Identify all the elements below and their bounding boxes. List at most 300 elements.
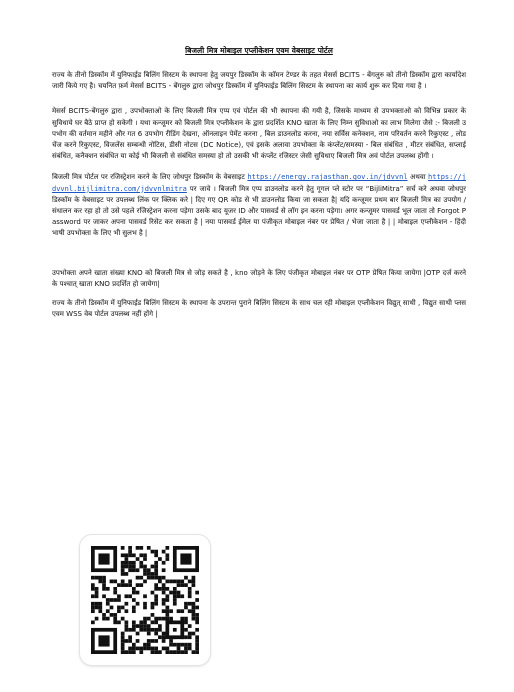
qr-module [143,647,147,651]
qr-module [158,576,162,580]
qr-module [147,568,151,572]
qr-module [154,583,158,587]
qr-module [154,639,158,643]
qr-module [139,620,143,624]
qr-module [139,576,143,580]
qr-module [165,553,169,557]
registration-or-text: अथवा [410,173,426,182]
qr-module [184,617,188,621]
qr-module [162,550,166,554]
qr-module [192,609,196,613]
qr-module [158,650,162,654]
qr-module [147,576,151,580]
qr-module [188,632,192,636]
qr-module [143,606,147,610]
qr-module [165,598,169,602]
qr-module [139,647,143,651]
paragraph-old-apps-discontinued: राज्य के तीनो डिस्कॉम में युनिफाईड बिलिंग सिस्टम के स्थापना के उपरान्त पुराने बिलिंग सिस्टम के साथ चल रही मोबाइल एप्लीकेशन विद्युत् साथी , विद्युत साथी प्लस एवम WSS वेब पोर्टल उपलब्ध नहीं होंगे | [52,299,466,319]
qr-module [184,650,188,654]
qr-module [136,583,140,587]
qr-module [136,546,140,550]
qr-module [128,628,132,632]
qr-module [147,572,151,576]
qr-module [151,620,155,624]
qr-module [136,647,140,651]
qr-module [125,557,129,561]
qr-module [128,561,132,565]
qr-module [110,613,114,617]
qr-module [195,613,199,617]
qr-module [177,583,181,587]
qr-module [162,587,166,591]
qr-module [195,628,199,632]
qr-module [173,591,177,595]
qr-module [106,598,110,602]
qr-module [95,602,99,606]
qr-module [162,617,166,621]
qr-module [98,580,102,584]
qr-module [192,576,196,580]
qr-module [121,546,125,550]
qr-module [102,587,106,591]
qr-module [139,624,143,628]
qr-module [125,628,129,632]
qr-module [132,609,136,613]
qr-module [95,591,99,595]
qr-module [165,650,169,654]
qr-module [128,650,132,654]
qr-module [188,580,192,584]
qr-module [125,572,129,576]
qr-module [121,565,125,569]
qr-module [158,557,162,561]
qr-module [154,587,158,591]
qr-module [162,598,166,602]
qr-module [195,591,199,595]
qr-module [102,617,106,621]
qr-module [113,613,117,617]
qr-module [165,609,169,613]
qr-module [132,565,136,569]
qr-module [136,632,140,636]
qr-module [158,628,162,632]
qr-module [143,580,147,584]
qr-module [91,587,95,591]
qr-module [165,606,169,610]
qr-module [91,583,95,587]
qr-module [95,617,99,621]
qr-module [169,609,173,613]
qr-module [154,602,158,606]
qr-module [132,553,136,557]
qr-module [125,561,129,565]
qr-module [162,632,166,636]
qr-module [165,557,169,561]
qr-module [139,628,143,632]
qr-module [177,643,181,647]
qr-module [188,643,192,647]
qr-module [102,576,106,580]
qr-module [188,609,192,613]
paragraph-kno-linking: उपभोक्ता अपने खाता संख्या KNO को बिजली मित्र से जोड़ सकते है , kno जोड़ने के लिए पंजीकृत मोबाइल नंबर पर OTP प्रेषित किया जायेगा |OTP दर्ज करने के पश्चात् खाता KNO प्रदर्शित हो जायेगा| [52,268,466,288]
qr-module [121,643,125,647]
qr-module [117,620,121,624]
qr-module [192,583,196,587]
qr-module [147,647,151,651]
qr-module [117,594,121,598]
qr-module [158,624,162,628]
qr-module [192,650,196,654]
qr-module [180,617,184,621]
qr-module [136,576,140,580]
qr-module [113,587,117,591]
qr-module [188,624,192,628]
qr-module [110,580,114,584]
qr-module [162,602,166,606]
qr-module [147,643,151,647]
qr-module [151,591,155,595]
qr-module [162,561,166,565]
qr-module [95,587,99,591]
qr-module [151,572,155,576]
qr-module [139,565,143,569]
paragraph-bcits-order: राज्य के तीनो डिस्कॉम में युनिफाईड बिलिंग सिस्टम के स्थापना हेतु जयपुर डिस्कॉम के कॉमन टेण्डर के तहत मेसर्स BCITS - बेंगलुरु को तीनो डिस्कॉम द्वारा कार्यादेश जारी किये गए है। चयनित फ़र्म मेसर्स BCITS - बेंगलुरु द्वारा जोधपुर डिस्कॉम में युनिफाईड बिलिंग सिस्टम के स्थापना का कार्य शुरू कर दिया गया है । [52,71,466,91]
qr-module [113,617,117,621]
qr-module [151,613,155,617]
qr-code-card[interactable] [80,535,210,665]
qr-module [169,617,173,621]
qr-module [128,647,132,651]
qr-module [192,580,196,584]
qr-module [132,647,136,651]
qr-module [121,553,125,557]
qr-module [128,568,132,572]
qr-module [95,606,99,610]
qr-module [136,568,140,572]
qr-module [113,580,117,584]
qr-module [121,639,125,643]
qr-module [121,583,125,587]
qr-module [121,568,125,572]
registration-instructions-text: पर जावे । बिजली मित्र एप्प डाउनलोड करने हेतु गूगल प्ले स्टोर पर “BijliMitra” सर्च करे अथवा जोधपुर डिस्कॉम के वेबसाइट पर उपलब्ध लिंक पर क्लिक करे | दिए गए QR कोड से भी डाउनलोड किया जा सकता है| यदि कन्जूमर प्रथम बार बिजली मित्र का उपयोग / संधालन कर रहा हो तो उसे पहले रजिस्ट्रेशन करना पड़ेगा उसके बाद यूजर ID और पासवर्ड से लॉग इन करना पड़ेगा। अगर कन्जूमर पासवर्ड भूल जाता तो Forgot Password पर जाकर अपना पासवर्ड रिसेट कर सकता है | नया पासवर्ड ईमेल या पंजीकृत मोबाइल नंबर पर प्रेषित / भेजा जाता है | | मोबाइल एप्लीकेशन - हिंदी भाषी उपभोक्ता के लिए भी सुलभ है | [52,184,466,238]
qr-module [192,602,196,606]
qr-module [165,594,169,598]
qr-module [154,576,158,580]
qr-module [165,613,169,617]
qr-module [136,557,140,561]
qr-module [158,635,162,639]
jdvvnl-website-link[interactable]: https://energy.rajasthan.gov.in/jdvvnl [247,173,408,182]
qr-module [102,594,106,598]
qr-module [154,568,158,572]
qr-module [173,650,177,654]
qr-module [195,647,199,651]
qr-module [98,606,102,610]
qr-module [128,635,132,639]
document-title: बिजली मित्र मोबाइल एप्लीकेशन एवम वेबसाइट पोर्टल [185,46,333,55]
qr-module [151,565,155,569]
qr-module [121,632,125,636]
qr-module [128,550,132,554]
qr-module [121,561,125,565]
qr-module [162,647,166,651]
qr-module [143,643,147,647]
paragraph-bijli-mitra-features: मेसर्स BCITS-बेंगलुरु द्वारा , उपभोक्ताओ के लिए बिजली मित्र एप्प एवं पोर्टल की भी स्थापना की गयी है, जिसके माध्यम से उपभक्ताओ को विभिन्न प्रकार के सुविधाये घर बैठे प्राप्त हो सकेगी । यथा कन्जूमर को बिजली मित्र एप्लीकेशन के द्वारा प्रदर्शित KNO खाता के लिए निम्न सुविधाओ का लाभ मिलेगा जैसे :- बिजली उपभोग की वर्तमान महीने और गत 6 उपभोग रीडिंग देखना, ऑनलाइन पेमेंट करना , बिल डाउनलोड करना, नया सर्विस कनेक्शन, नाम परिवर्तन करने रिकुएस्ट , लोड चेंज करने रिकुएस्ट, विजलेंस सम्बन्धी नोटिस, डीसी नोटस (DC Notice), एवं इसके अलावा उपभोक्ता के कंप्लेंट/समस्या - बिल संबंधित , मीटर संबंधित, सप्लाई संबंधित, कनैक्शन संबंधित या कोई भी बिजली से संबंधित समस्या हो तो उसकी भी कंप्लेंट रजिस्टर जेसी सुविधाए बिजली मित्र अवं पोर्टल उपलब्ध होंगी । [52,107,466,161]
qr-module [154,628,158,632]
qr-module [128,583,132,587]
qr-module [162,635,166,639]
qr-module [154,594,158,598]
qr-module [195,639,199,643]
qr-module [117,606,121,610]
qr-module [106,587,110,591]
qr-module [147,639,151,643]
qr-module [188,591,192,595]
qr-module [117,598,121,602]
qr-module [188,594,192,598]
qr-module [151,647,155,651]
qr-module [184,620,188,624]
qr-module [136,624,140,628]
qr-module [165,617,169,621]
qr-module [121,572,125,576]
qr-module [154,572,158,576]
qr-module [139,561,143,565]
qr-module [143,602,147,606]
qr-module [154,620,158,624]
qr-module [136,591,140,595]
qr-module [177,650,181,654]
qr-module [128,546,132,550]
qr-module [139,583,143,587]
qr-module [147,617,151,621]
qr-module [180,580,184,584]
qr-finder-center [98,635,109,646]
qr-module [125,594,129,598]
qr-module [128,639,132,643]
qr-module [121,617,125,621]
qr-module [154,598,158,602]
qr-module [132,650,136,654]
qr-module [125,639,129,643]
qr-module [173,598,177,602]
qr-module [147,546,151,550]
qr-module [180,643,184,647]
qr-module [128,580,132,584]
qr-module [154,561,158,565]
qr-module [154,550,158,554]
qr-module [132,598,136,602]
qr-module [154,650,158,654]
qr-module [180,594,184,598]
qr-module [162,591,166,595]
qr-module [180,650,184,654]
qr-module [154,565,158,569]
qr-module [195,620,199,624]
qr-module [125,609,129,613]
qr-module [195,617,199,621]
qr-module [177,594,181,598]
qr-module [195,650,199,654]
qr-module [117,609,121,613]
qr-module [154,553,158,557]
qr-module [125,553,129,557]
qr-module [128,594,132,598]
qr-module [192,613,196,617]
qr-module [121,580,125,584]
qr-module [95,594,99,598]
qr-module [139,650,143,654]
qr-module [184,602,188,606]
qr-module [143,565,147,569]
qr-module [184,647,188,651]
qr-module [165,580,169,584]
qr-module [143,557,147,561]
qr-module [169,580,173,584]
qr-module [121,647,125,651]
qr-module [195,598,199,602]
qr-module [147,628,151,632]
qr-module [110,606,114,610]
qr-module [91,606,95,610]
qr-module [132,568,136,572]
qr-module [151,606,155,610]
qr-module [143,628,147,632]
qr-module [139,553,143,557]
qr-module [106,602,110,606]
qr-alignment-center [173,628,177,632]
qr-module [195,635,199,639]
qr-module [132,643,136,647]
qr-module [177,591,181,595]
qr-finder-center [180,553,191,564]
qr-module [162,639,166,643]
qr-module [113,591,117,595]
qr-module [192,632,196,636]
qr-module [136,639,140,643]
qr-module [177,580,181,584]
qr-module [117,583,121,587]
qr-module [184,635,188,639]
qr-module [173,602,177,606]
qr-module [98,609,102,613]
qr-module [132,591,136,595]
qr-module [106,617,110,621]
qr-module [173,594,177,598]
qr-module [143,617,147,621]
qr-module [143,568,147,572]
qr-module [121,635,125,639]
qr-module [91,620,95,624]
qr-module [143,594,147,598]
qr-module [98,602,102,606]
qr-module [184,628,188,632]
qr-module [169,650,173,654]
qr-module [125,565,129,569]
qr-module [143,620,147,624]
qr-module [165,647,169,651]
qr-module [151,602,155,606]
qr-module [91,609,95,613]
qr-module [132,606,136,610]
qr-module [192,606,196,610]
qr-module [91,594,95,598]
qr-module [195,643,199,647]
qr-module [151,628,155,632]
qr-module [154,647,158,651]
bijlimitra-portal-link[interactable]: https://jdvvnl.bijlimitra.com/jdvvnlmitra [52,173,466,193]
qr-module [173,587,177,591]
qr-module [162,583,166,587]
qr-module [180,583,184,587]
qr-module [125,620,129,624]
qr-module [125,624,129,628]
qr-code-icon[interactable] [91,546,199,654]
qr-module [132,561,136,565]
qr-module [169,591,173,595]
qr-module [132,587,136,591]
qr-module [184,606,188,610]
qr-module [151,639,155,643]
qr-module [162,609,166,613]
qr-module [125,650,129,654]
qr-module [188,587,192,591]
qr-module [188,647,192,651]
qr-module [143,553,147,557]
qr-module [165,546,169,550]
qr-module [195,606,199,610]
qr-module [154,632,158,636]
qr-module [106,609,110,613]
qr-module [132,620,136,624]
qr-module [158,580,162,584]
qr-module [151,576,155,580]
qr-module [113,620,117,624]
qr-module [151,650,155,654]
qr-module [158,587,162,591]
qr-module [154,617,158,621]
qr-module [184,576,188,580]
document-page [52,46,466,320]
paragraph-registration [52,172,466,239]
qr-module [158,617,162,621]
qr-module [162,568,166,572]
qr-module [180,609,184,613]
qr-module [165,587,169,591]
qr-module [102,580,106,584]
qr-module [169,643,173,647]
qr-module [128,565,132,569]
qr-module [132,624,136,628]
qr-module [173,580,177,584]
qr-module [121,606,125,610]
qr-module [102,613,106,617]
qr-module [110,598,114,602]
qr-module [147,632,151,636]
qr-module [192,617,196,621]
qr-module [139,546,143,550]
qr-module [102,583,106,587]
qr-module [132,628,136,632]
qr-module [162,576,166,580]
qr-finder-center [98,553,109,564]
qr-module [169,639,173,643]
qr-module [91,602,95,606]
qr-module [95,576,99,580]
qr-module [188,602,192,606]
qr-module [98,576,102,580]
qr-module [143,624,147,628]
